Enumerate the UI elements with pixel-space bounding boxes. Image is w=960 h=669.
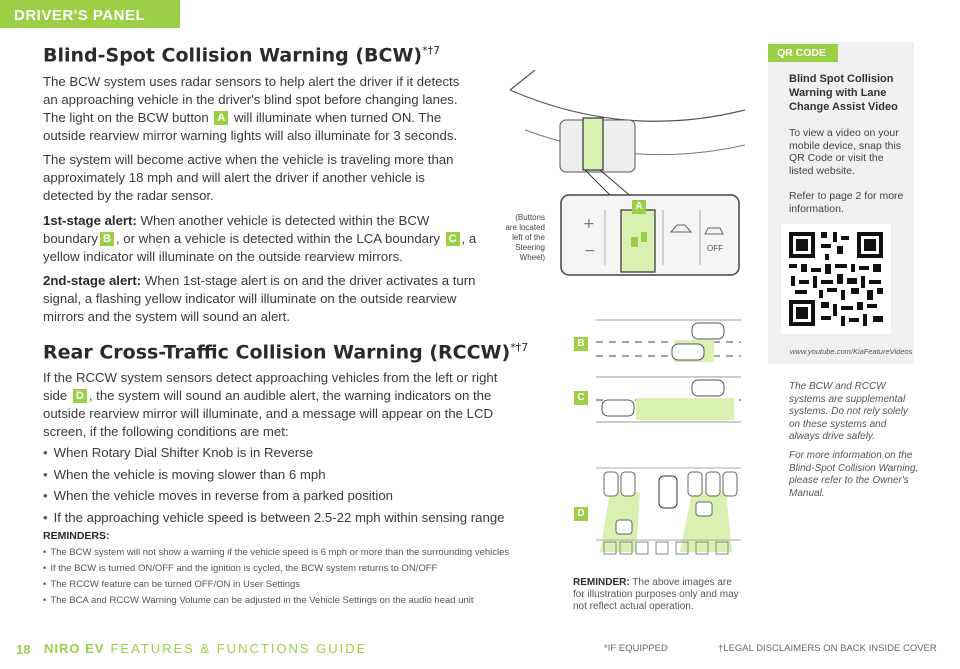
bcw-paragraph-4: [43, 272, 488, 326]
bcw-title: Blind-Spot Collision Warning (BCW): [43, 44, 423, 67]
bcw-p3-text-c: , a yellow indicator will illuminate on the outside rearview mirrors.: [43, 231, 477, 264]
list-item: • When Rotary Dial Shifter Knob is in Reverse: [43, 442, 505, 464]
list-item: • The BCA and RCCW Warning Volume can be adjusted in the Vehicle Settings on the audio head unit: [43, 593, 509, 609]
rccw-title-sup: *†7: [510, 341, 529, 354]
image-label-b: B: [574, 337, 588, 351]
rccw-title: Rear Cross-Traffic Collision Warning (RCCW): [43, 341, 511, 364]
first-stage-label: 1st-stage alert:: [43, 213, 137, 228]
list-item: • When the vehicle is moving slower than 6 mph: [43, 464, 505, 486]
label-c-badge: C: [446, 232, 460, 246]
rccw-heading: [43, 341, 528, 363]
bcw-paragraph-1: [43, 73, 463, 145]
lane-illustration: [596, 318, 741, 424]
footer-guide: FEATURES & FUNCTIONS GUIDE: [110, 641, 368, 656]
image-reminder-label: REMINDER:: [573, 577, 630, 588]
qr-reference: Refer to page 2 for more information.: [789, 190, 904, 215]
second-stage-label: 2nd-stage alert:: [43, 273, 142, 288]
footer-model: NIRO EV: [44, 641, 105, 656]
list-item: • If the approaching vehicle speed is between 2.5-22 mph within sensing range: [43, 507, 505, 529]
footer-legal: †LEGAL DISCLAIMERS ON BACK INSIDE COVER: [718, 643, 937, 654]
page-number: 18: [16, 642, 31, 657]
image-label-c: C: [574, 391, 588, 405]
qr-tab: QR CODE: [768, 44, 838, 62]
reminders-list: [43, 545, 509, 609]
rccw-p1-text: If the RCCW system sensors detect approaching vehicles from the left or right side: [43, 370, 498, 403]
svg-text:−: −: [584, 243, 596, 259]
bcw-p4-text: When 1st-stage alert is on and the driver activates a turn signal, a flashing yellow indicator will illuminate on the outside rearview mirrors and the system will sound an alert.: [43, 273, 476, 324]
list-item: • The RCCW feature can be turned OFF/ON in User Settings: [43, 577, 509, 593]
bcw-p1-text: The BCW system uses radar sensors to help alert the driver if it detects an approaching vehicle in the driver's blind spot before changing lanes. The light on the BCW button: [43, 74, 460, 125]
off-button-label: OFF: [707, 244, 723, 253]
bcw-p3-text: When another vehicle is detected within the BCW boundary: [43, 213, 430, 246]
rccw-conditions-list: [43, 442, 505, 528]
bcw-p1-text-b: will illuminate when turned ON. The outside rearview mirror warning lights will also illuminate for 3 seconds.: [43, 110, 458, 143]
list-item: • When the vehicle moves in reverse from a parked position: [43, 485, 505, 507]
bcw-paragraph-3: [43, 212, 483, 266]
footer-if-equipped: *IF EQUIPPED: [604, 643, 668, 654]
list-item: • The BCW system will not show a warning if the vehicle speed is 6 mph or more than the surrounding vehicles: [43, 545, 509, 561]
list-item: • If the BCW is turned ON/OFF and the ignition is cycled, the BCW system returns to ON/OFF: [43, 561, 509, 577]
rccw-paragraph: [43, 369, 508, 441]
buttons-caption: (Buttons are located left of the Steering Wheel): [505, 213, 545, 262]
qr-url[interactable]: www.youtube.com/KiaFeatureVideos: [790, 347, 913, 356]
qr-code-icon[interactable]: [781, 224, 891, 334]
image-label-a: A: [632, 200, 646, 214]
bcw-paragraph-2: The system will become active when the vehicle is traveling more than approximately 18 mph and will alert the driver if another vehicle is detected by the radar sensor.: [43, 152, 454, 203]
qr-title: Blind Spot Collision Warning with Lane Change Assist Video: [789, 73, 898, 113]
image-label-d: D: [574, 507, 588, 521]
bcw-title-sup: *†7: [422, 44, 441, 57]
parking-illustration: [596, 462, 741, 556]
svg-text:+: +: [583, 216, 595, 232]
bcw-p3-text-b: , or when a vehicle is detected within the LCA boundary: [115, 231, 440, 246]
section-tab: DRIVER'S PANEL: [0, 0, 180, 28]
reminders-title: REMINDERS:: [43, 530, 110, 542]
image-reminder-text: The above images are for illustration purposes only and may not reflect actual operation.: [573, 577, 739, 612]
rccw-p1-text-b: , the system will sound an audible alert, the warning indicators on the outside rearview mirror will illuminate, and a message will appear on the LCD screen, if the following conditions are met:: [43, 388, 494, 439]
label-a-badge: A: [214, 111, 228, 125]
footer-title: [44, 641, 367, 656]
image-reminder: [573, 577, 743, 613]
qr-instructions: To view a video on your mobile device, snap this QR Code or visit the listed website.: [789, 127, 902, 177]
bcw-heading: [43, 44, 440, 66]
label-b-badge: B: [100, 232, 114, 246]
owners-manual-note: For more information on the Blind-Spot Collision Warning, please refer to the Owner's Manual.: [789, 450, 919, 499]
supplemental-note: The BCW and RCCW systems are supplemental systems. Do not rely solely on these systems and always drive safely.: [789, 381, 908, 442]
label-d-badge: D: [73, 389, 87, 403]
